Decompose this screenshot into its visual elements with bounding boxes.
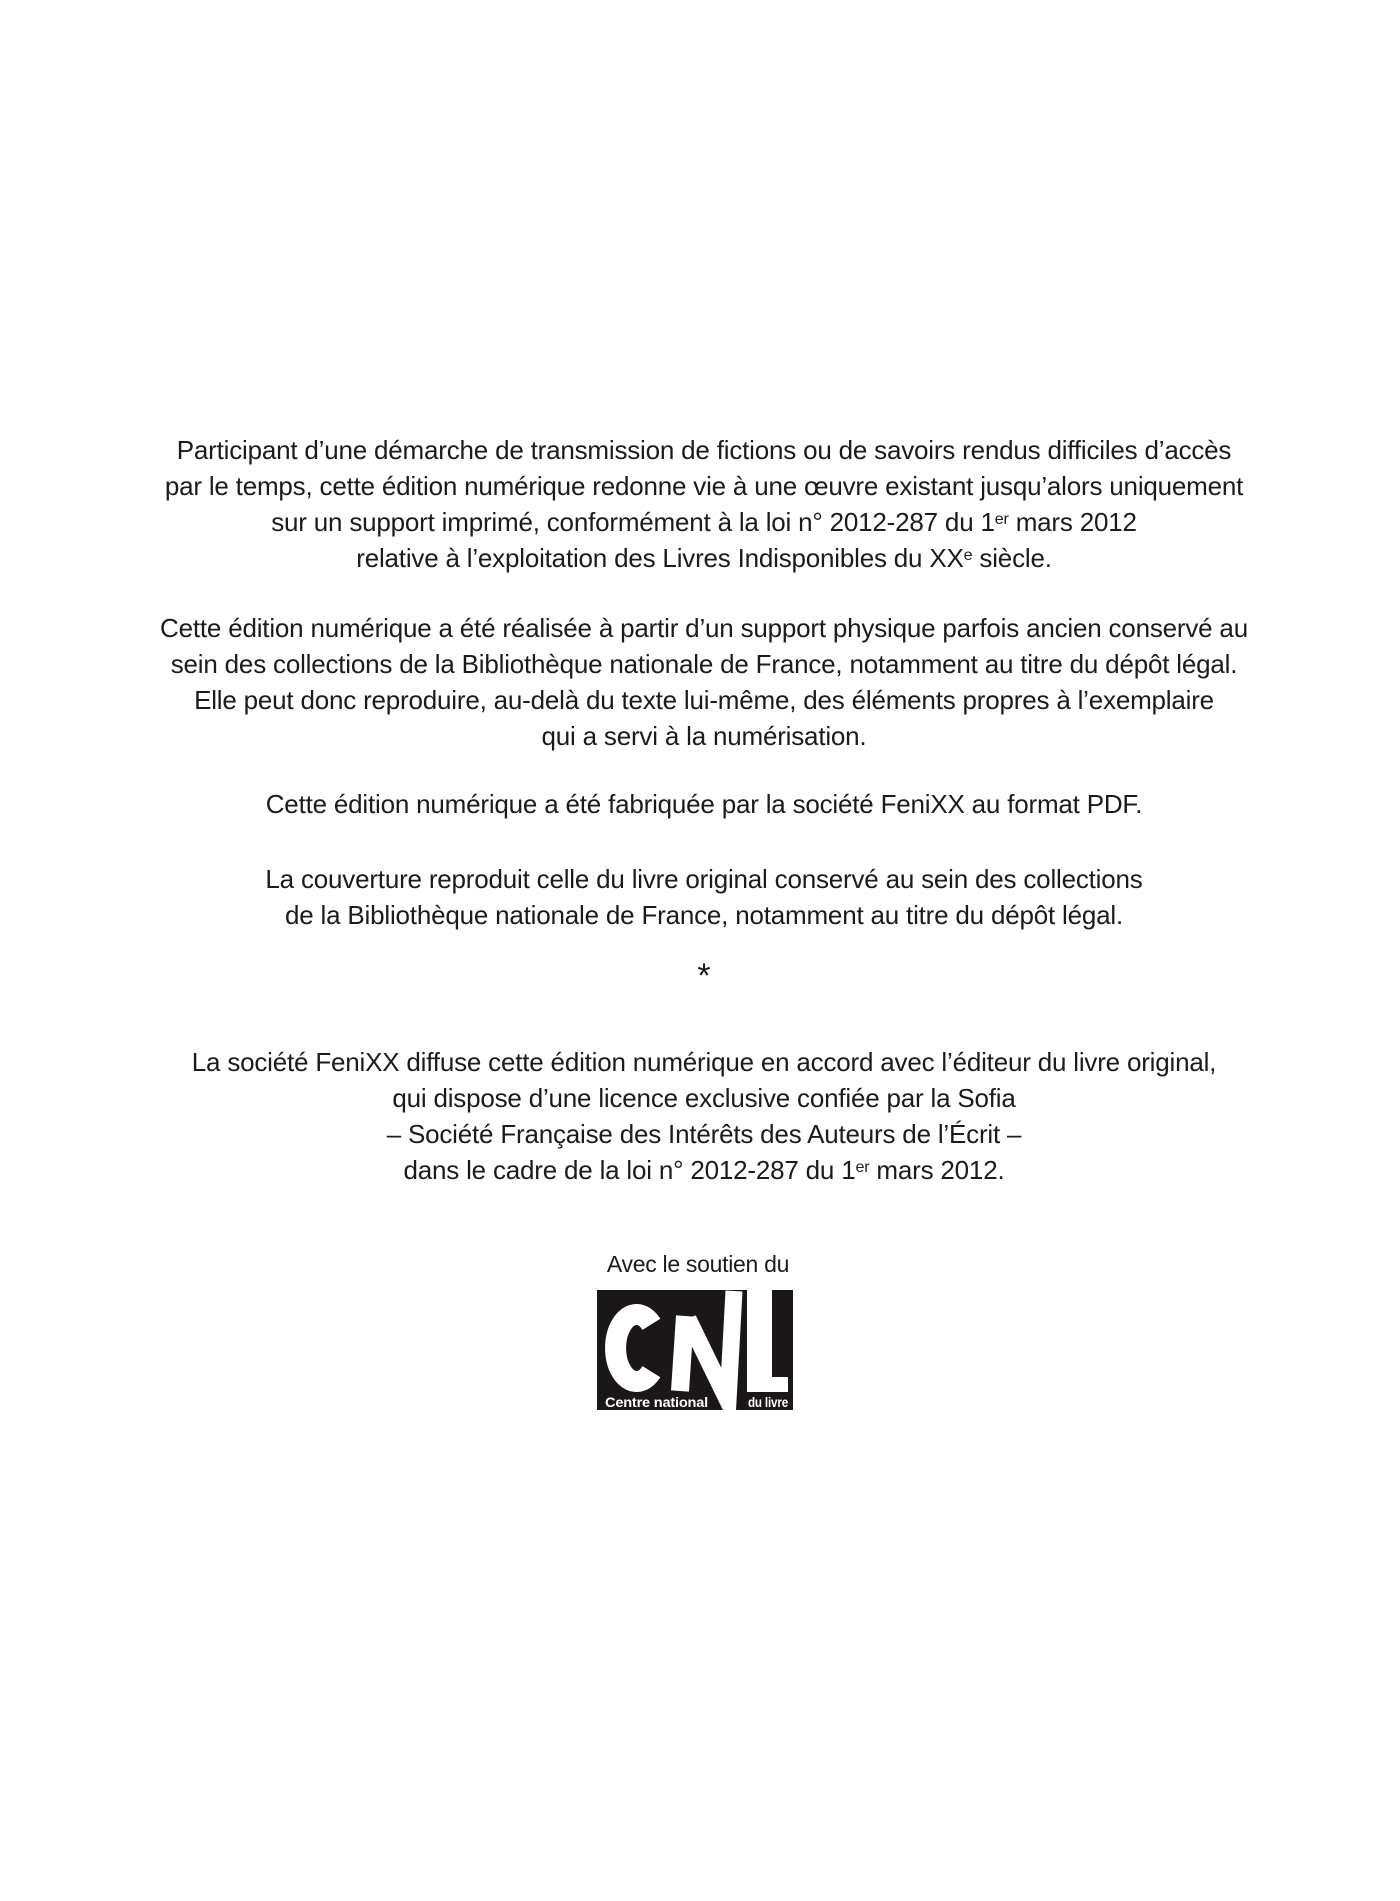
text-line: Elle peut donc reproduire, au-delà du texte lui-même, des éléments propres à l’exemplaire <box>194 685 1214 715</box>
cnl-letter-l-stem <box>747 1285 772 1392</box>
text-line: La couverture reproduit celle du livre original conservé au sein des collections <box>265 864 1143 894</box>
text-line: relative à l’exploitation des Livres Indisponibles du XXe siècle. <box>356 543 1052 573</box>
support-label: Avec le soutien du <box>606 1251 790 1277</box>
cnl-caption-right: du livre <box>748 1395 789 1410</box>
cnl-letter-l-foot <box>747 1377 788 1392</box>
text-line: sur un support imprimé, conformément à la loi n° 2012-287 du 1er mars 2012 <box>271 507 1137 537</box>
asterisk-separator: * <box>697 957 711 995</box>
text-line: de la Bibliothèque nationale de France, notamment au titre du dépôt légal. <box>285 900 1123 930</box>
text-line: – Société Française des Intérêts des Auteurs de l’Écrit – <box>386 1119 1022 1149</box>
edition-notice-paragraph <box>4 432 1400 576</box>
source-notice-paragraph <box>4 610 1400 754</box>
cnl-caption-left: Centre national <box>605 1395 708 1410</box>
diffusion-notice-paragraph <box>4 1044 1400 1188</box>
text-line: par le temps, cette édition numérique redonne vie à une œuvre existant jusqu’alors uniquement <box>164 471 1244 501</box>
text-line: Participant d’une démarche de transmission de fictions ou de savoirs rendus difficiles d’accès <box>176 435 1232 465</box>
text-line: sein des collections de la Bibliothèque nationale de France, notamment au titre du dépôt légal. <box>170 649 1238 679</box>
text-line: dans le cadre de la loi n° 2012-287 du 1er mars 2012. <box>403 1155 1005 1185</box>
text-line: La société FeniXX diffuse cette édition numérique en accord avec l’éditeur du livre original, <box>191 1047 1217 1077</box>
text-line: qui a servi à la numérisation. <box>541 721 867 751</box>
cover-notice-paragraph <box>4 861 1400 933</box>
support-block <box>596 1251 800 1277</box>
text-line: Cette édition numérique a été fabriquée par la société FeniXX au format PDF. <box>265 789 1143 819</box>
text-line: Cette édition numérique a été réalisée à partir d’un support physique parfois ancien conservé au <box>160 613 1248 643</box>
fabrication-notice-paragraph <box>4 786 1400 822</box>
text-line: qui dispose d’une licence exclusive confiée par la Sofia <box>392 1083 1016 1113</box>
cnl-logo <box>596 1277 800 1417</box>
